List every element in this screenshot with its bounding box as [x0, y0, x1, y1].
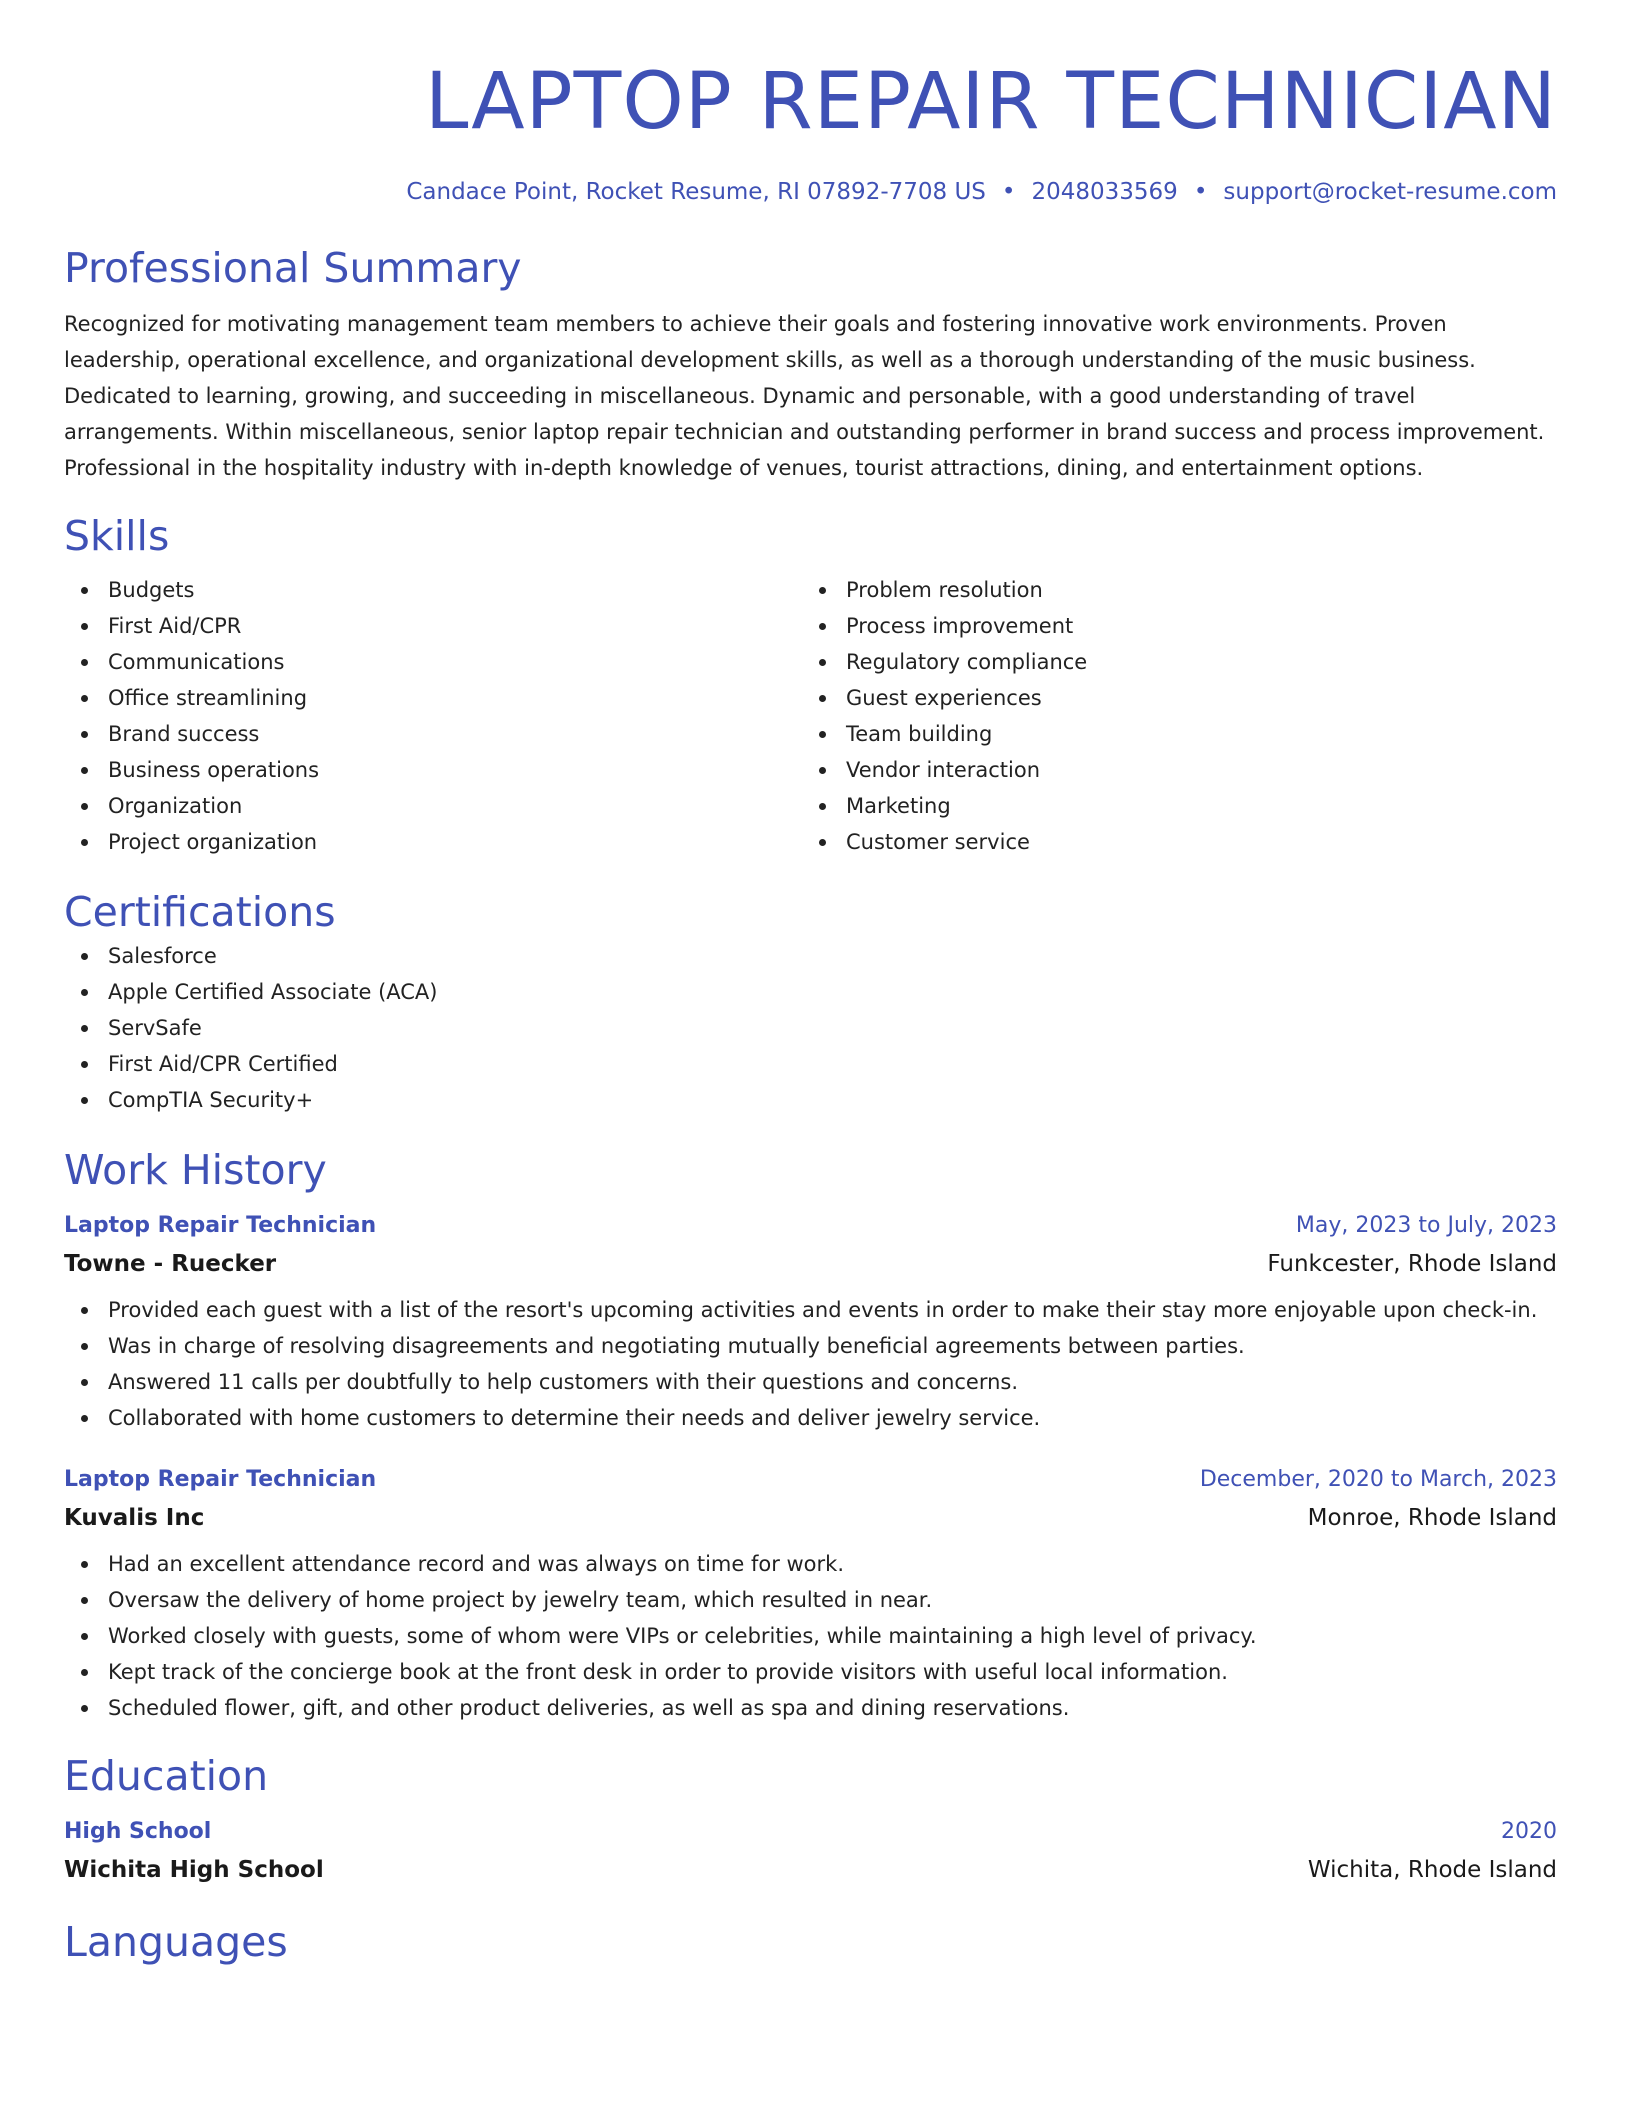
- education-school-row: [64, 1850, 1557, 1890]
- skill-item: Process improvement: [802, 608, 1540, 644]
- job-duties-list: [64, 1292, 1557, 1436]
- job-location: Funkcester, Rhode Island: [1267, 1251, 1557, 1277]
- skill-item: Office streamlining: [64, 680, 802, 716]
- education-year: 2020: [1501, 1819, 1557, 1844]
- certifications-section-title: Certifications: [64, 888, 336, 936]
- skill-item: Problem resolution: [802, 572, 1540, 608]
- work-history-section-title: Work History: [64, 1146, 327, 1194]
- skill-item: Team building: [802, 716, 1540, 752]
- skill-item: First Aid/CPR: [64, 608, 802, 644]
- certification-item: First Aid/CPR Certified: [64, 1046, 1557, 1082]
- certification-item: Salesforce: [64, 938, 1557, 974]
- job-duty-item: Answered 11 calls per doubtfully to help customers with their questions and concerns.: [64, 1364, 1557, 1400]
- skill-item: Brand success: [64, 716, 802, 752]
- education-location: Wichita, Rhode Island: [1307, 1857, 1557, 1883]
- contact-separator: •: [1193, 179, 1208, 205]
- job-duty-item: Kept track of the concierge book at the front desk in order to provide visitors with useful local information.: [64, 1654, 1557, 1690]
- skill-item: Guest experiences: [802, 680, 1540, 716]
- contact-email: support@rocket-resume.com: [1223, 179, 1557, 205]
- job-title: Laptop Repair Technician: [64, 1213, 377, 1238]
- job-title: Laptop Repair Technician: [64, 1467, 377, 1492]
- contact-address: Candace Point, Rocket Resume, RI 07892-7708 US: [406, 179, 986, 205]
- certification-item: CompTIA Security+: [64, 1082, 1557, 1118]
- job-header-row: [64, 1208, 1557, 1244]
- job-duty-item: Provided each guest with a list of the resort's upcoming activities and events in order to make their stay more enjoyable upon check-in.: [64, 1292, 1557, 1328]
- job-employer-row: [64, 1244, 1557, 1284]
- job-duty-item: Collaborated with home customers to determine their needs and deliver jewelry service.: [64, 1400, 1557, 1436]
- certifications-list: [64, 938, 1557, 1118]
- job-duty-item: Had an excellent attendance record and was always on time for work.: [64, 1546, 1557, 1582]
- education-degree: High School: [64, 1819, 212, 1844]
- education-section-title: Education: [64, 1752, 269, 1800]
- education-school: Wichita High School: [64, 1857, 324, 1883]
- skill-item: Budgets: [64, 572, 802, 608]
- skills-section-title: Skills: [64, 512, 170, 560]
- resume-page: [64, 0, 1557, 1968]
- certification-item: Apple Certified Associate (ACA): [64, 974, 1557, 1010]
- job-dates: December, 2020 to March, 2023: [1199, 1467, 1557, 1492]
- job-entry: [64, 1208, 1557, 1436]
- job-employer: Towne - Ruecker: [64, 1251, 277, 1277]
- skills-list-right: [802, 572, 1540, 860]
- job-duty-item: Worked closely with guests, some of whom were VIPs or celebrities, while maintaining a high level of privacy.: [64, 1618, 1557, 1654]
- skill-item: Marketing: [802, 788, 1540, 824]
- job-duties-list: [64, 1546, 1557, 1726]
- skill-item: Project organization: [64, 824, 802, 860]
- skills-columns: [64, 572, 1557, 860]
- summary-paragraph: Recognized for motivating management team members to achieve their goals and fostering innovative work environments. Proven leadership, operational excellence, and organizational development skills, as well as a thorough understanding of the music business. Dedicated to learning, growing, and succeeding in miscellaneous. Dynamic and personable, with a good understanding of travel arrangements. Within miscellaneous, senior laptop repair technician and outstanding performer in brand success and process improvement. Professional in the hospitality industry with in-depth knowledge of venues, tourist attractions, dining, and entertainment options.: [64, 312, 1545, 480]
- job-location: Monroe, Rhode Island: [1307, 1505, 1557, 1531]
- skill-item: Business operations: [64, 752, 802, 788]
- job-duty-item: Oversaw the delivery of home project by jewelry team, which resulted in near.: [64, 1582, 1557, 1618]
- skill-item: Customer service: [802, 824, 1540, 860]
- skill-item: Communications: [64, 644, 802, 680]
- job-entry: [64, 1462, 1557, 1726]
- skill-item: Vendor interaction: [802, 752, 1540, 788]
- skills-list-left: [64, 572, 802, 860]
- job-employer: Kuvalis Inc: [64, 1505, 205, 1531]
- certification-item: ServSafe: [64, 1010, 1557, 1046]
- contact-separator: •: [1001, 179, 1016, 205]
- job-dates: May, 2023 to July, 2023: [1295, 1213, 1557, 1238]
- resume-name-heading: LAPTOP REPAIR TECHNICIAN: [425, 57, 1557, 147]
- skill-item: Organization: [64, 788, 802, 824]
- job-header-row: [64, 1462, 1557, 1498]
- summary-section-title: Professional Summary: [64, 244, 522, 292]
- contact-phone: 2048033569: [1031, 179, 1178, 205]
- education-entry: [64, 1814, 1557, 1890]
- languages-section-title: Languages: [64, 1918, 288, 1966]
- contact-line: [64, 176, 1557, 208]
- job-duty-item: Scheduled flower, gift, and other product deliveries, as well as spa and dining reservations.: [64, 1690, 1557, 1726]
- job-duty-item: Was in charge of resolving disagreements and negotiating mutually beneficial agreements between parties.: [64, 1328, 1557, 1364]
- education-header-row: [64, 1814, 1557, 1850]
- job-employer-row: [64, 1498, 1557, 1538]
- skill-item: Regulatory compliance: [802, 644, 1540, 680]
